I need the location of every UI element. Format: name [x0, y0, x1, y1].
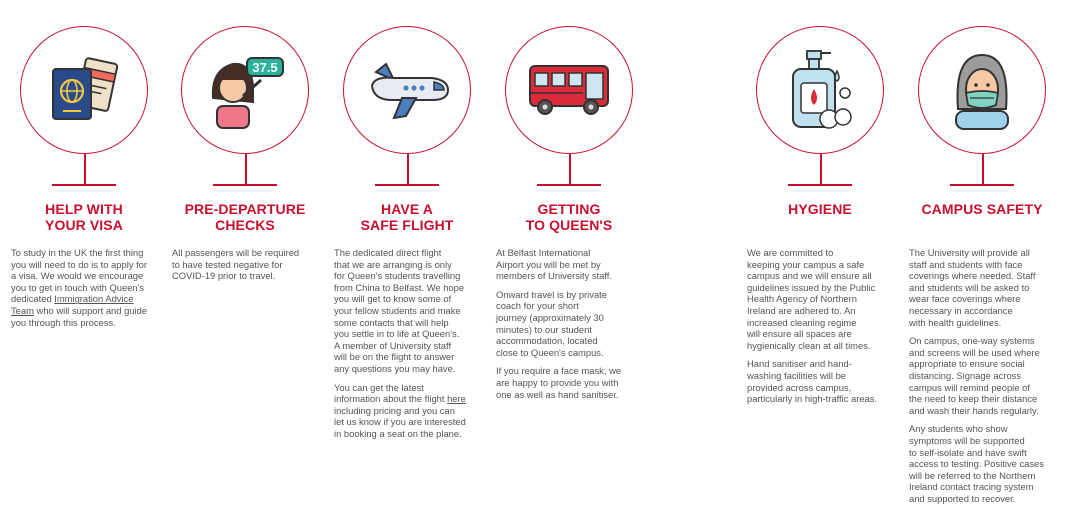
text: To study in the UK the first thing you will need to do is to apply for a visa. We would we encourage you to get in touch with Queen's dedicated [11, 247, 148, 305]
paragraph [11, 247, 161, 328]
text: All passengers will be required to have tested negative for COVID-19 prior to travel. [172, 247, 300, 282]
card-title: HELP WITH YOUR VISA [45, 201, 123, 233]
card-body [11, 247, 161, 335]
divider [213, 184, 277, 186]
card-title: PRE-DEPARTURE CHECKS [184, 201, 306, 233]
text: At Belfast International Airport you will be met by members of University staff. [496, 247, 613, 282]
card-body [909, 247, 1065, 511]
paragraph [496, 289, 651, 359]
card-title: HYGIENE [788, 201, 852, 217]
card-title: CAMPUS SAFETY [921, 201, 1043, 217]
temperature-check-icon [203, 50, 287, 130]
paragraph [909, 335, 1065, 416]
immigration-advice-link[interactable]: Immigration Advice Team [11, 293, 134, 316]
text: On campus, one-way systems and screens will be used where appropriate to ensure social distancing. Signage across campus will remind people of the need to keep their distance and wash their hands regularly. [909, 335, 1040, 416]
paragraph [496, 247, 651, 282]
connector [569, 154, 571, 184]
divider [788, 184, 852, 186]
icon-circle [918, 26, 1046, 154]
divider [950, 184, 1014, 186]
icon-circle [181, 26, 309, 154]
card-title: HAVE A SAFE FLIGHT [360, 201, 454, 233]
paragraph [334, 247, 489, 375]
hand-sanitiser-icon [785, 49, 855, 131]
paragraph [909, 423, 1065, 504]
text: We are committed to keeping your campus a safe campus and we will ensure all guidelines issued by the Public Health Agency of Northern Ireland are adhered to. An increased cleaning regime will ensure all spaces are hygienically clean at all times. [747, 247, 876, 351]
card-title: GETTING TO QUEEN'S [525, 201, 613, 233]
paragraph [909, 247, 1065, 328]
text: Any students who show symptoms will be supported to self-isolate and have swift access to testing. Positive cases will be referred to the Northern Ireland contact tracing system and supported to recover. [909, 423, 1044, 504]
divider [375, 184, 439, 186]
divider [537, 184, 601, 186]
paragraph [747, 358, 905, 404]
temperature-badge: 37.5 [252, 60, 278, 75]
airplane-icon [364, 58, 450, 122]
text: Hand sanitiser and hand- washing facilities will be provided across campus, particularly in high-traffic areas. [747, 358, 878, 405]
paragraph [747, 247, 905, 351]
icon-circle [343, 26, 471, 154]
card-pre-departure [161, 0, 331, 524]
flight-info-link[interactable]: here [447, 393, 466, 405]
card-flight [323, 0, 493, 524]
text: If you require a face mask, we are happy to provide you with one as well as hand sanitiser. [496, 365, 622, 400]
card-body [747, 247, 905, 412]
card-body [172, 247, 322, 289]
connector [407, 154, 409, 184]
card-hygiene [736, 0, 906, 524]
card-body [496, 247, 651, 407]
connector [982, 154, 984, 184]
connector [84, 154, 86, 184]
icon-circle [20, 26, 148, 154]
text: including pricing and you can let us know if you are interested in booking a seat on the plane. [334, 404, 466, 439]
card-visa [0, 0, 170, 524]
paragraph [496, 365, 651, 400]
paragraph [172, 247, 322, 282]
card-body [334, 247, 489, 447]
icon-circle [505, 26, 633, 154]
card-campus-safety [898, 0, 1067, 524]
face-mask-person-icon [950, 49, 1014, 131]
text: You can get the latest information about the flight [334, 381, 445, 405]
card-getting-to-queens [485, 0, 655, 524]
bus-icon [527, 63, 611, 117]
text: Onward travel is by private coach for your short journey (approximately 30 minutes) to our student accommodation, located close to Queen's campus. [496, 288, 607, 358]
divider [52, 184, 116, 186]
icon-circle [756, 26, 884, 154]
connector [245, 154, 247, 184]
passport-icon [47, 55, 121, 125]
text: who will support and guide you through this process. [11, 304, 148, 328]
text: The dedicated direct flight that we are arranging is only for Queen's students travelling from China to Belfast. We hope you will get to know some of your fellow students and make some contacts that will help you settle in to life at Queen's. A member of University staff will be on the flight to answer any questions you may have. [334, 247, 465, 374]
text: The University will provide all staff and students with face coverings where needed. Staff and students will be asked to wear face coverings where necessary in accordance with health guidelines. [909, 247, 1036, 328]
paragraph [334, 382, 489, 440]
connector [820, 154, 822, 184]
